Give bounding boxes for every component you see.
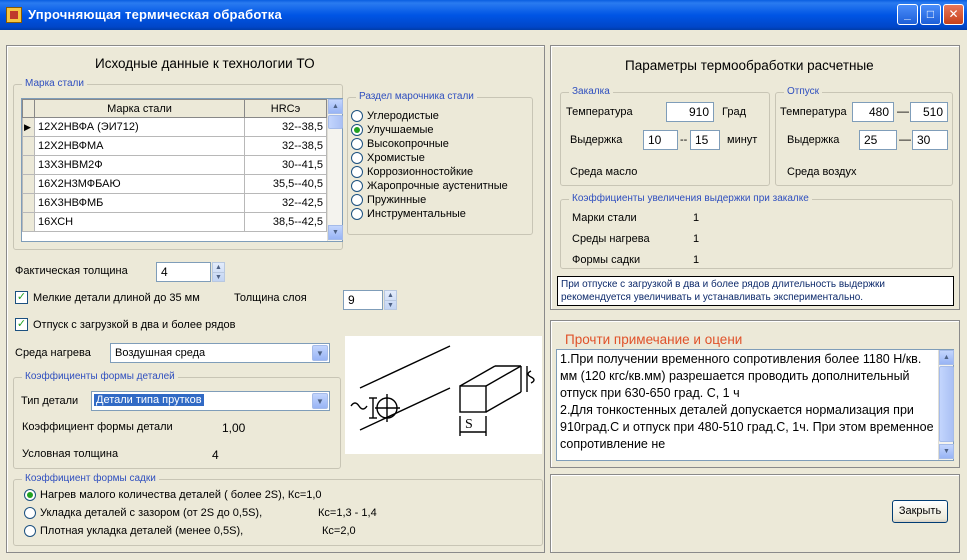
window-title: Упрочняющая термическая обработка [28, 7, 282, 22]
heating-medium-value: Воздушная среда [115, 347, 206, 359]
table-row[interactable] [23, 175, 327, 194]
load-label-gap[interactable]: Укладка деталей с зазором (от 2S до 0,5S), [40, 507, 263, 519]
section-label-corrosion[interactable]: Коррозионностойкие [367, 166, 474, 178]
conditional-thickness-value: 4 [212, 448, 219, 462]
grade-cell[interactable]: 12Х2НВФА (ЭИ712) [35, 118, 245, 137]
temper-temp-sep: — [897, 104, 909, 118]
load-kc-gap: Кс=1,3 - 1,4 [318, 507, 377, 519]
section-label-high-strength[interactable]: Высокопрочные [367, 138, 449, 150]
thickness-spinner[interactable]: ▲ ▼ [212, 262, 225, 282]
notes-text: 1.При получении временного сопротивления более 1180 Н/кв. мм (120 кгс/кв.мм) разрешается проводить дополнительный отпуск при 630-650 град. С, 1 ч 2.Для тонкостенных деталей допускается нормализация при 910град.С и отпуск при 480-510 град.С, 1ч. При этом временное сопротивление не [560, 352, 934, 451]
grade-cell[interactable]: 16Х3НВФМБ [35, 194, 245, 213]
hold-coef-legend: Коэффициенты увеличения выдержки при закалке [569, 193, 812, 204]
temper-temp-label: Температура [780, 106, 847, 118]
temper-legend: Отпуск [784, 86, 822, 97]
load-coef-legend: Коэффициент формы садки [22, 473, 159, 484]
section-label-tool[interactable]: Инструментальные [367, 208, 466, 220]
temper-hold-sep: — [899, 132, 911, 146]
section-label-heat-resistant[interactable]: Жаропрочные аустенитные [367, 180, 508, 192]
layer-thickness-input[interactable]: 9 [343, 290, 383, 310]
row-selector [23, 137, 35, 156]
section-radio-tool[interactable] [351, 208, 363, 220]
quench-hold-sep: -- [680, 134, 688, 146]
temper-temp-to[interactable]: 510 [910, 102, 948, 122]
steel-grade-legend: Марка стали [22, 78, 87, 89]
scroll-up-icon[interactable]: ▲ [328, 99, 343, 114]
hrc-cell[interactable]: 38,5--42,5 [245, 213, 327, 232]
coef-load-label: Формы садки [572, 254, 641, 266]
heating-medium-label: Среда нагрева [15, 347, 91, 359]
coef-steel-label: Марки стали [572, 212, 637, 224]
quench-hold-unit: минут [727, 134, 758, 146]
small-parts-label: Мелкие детали длиной до 35 мм [33, 292, 200, 304]
section-radio-chromium[interactable] [351, 152, 363, 164]
scroll-up-icon[interactable]: ▲ [939, 350, 954, 365]
temper-hold-to[interactable]: 30 [912, 130, 948, 150]
row-selector [23, 213, 35, 232]
load-radio-dense[interactable] [24, 525, 36, 537]
row-selector [23, 156, 35, 175]
temper-hold-label: Выдержка [787, 134, 840, 146]
shape-coef-label: Коэффициент формы детали [22, 421, 173, 433]
load-label-small[interactable]: Нагрев малого количества деталей ( более 2S), Кс=1,0 [40, 489, 322, 501]
section-radio-improvable[interactable] [351, 124, 363, 136]
tempering-hint: При отпуске с загрузкой в два и более рядов длительность выдержки рекомендуется увеличивать и устанавливать экспериментально. [557, 276, 954, 306]
steel-grade-table [22, 99, 327, 232]
col-header-hrc[interactable]: HRCэ [245, 100, 327, 118]
part-type-value: Детали типа прутков [96, 394, 202, 406]
hrc-cell[interactable]: 35,5--40,5 [245, 175, 327, 194]
calculated-params-heading: Параметры термообработки расчетные [625, 58, 874, 73]
coef-steel-value: 1 [693, 212, 700, 224]
section-radio-carbon[interactable] [351, 110, 363, 122]
quench-hold-label: Выдержка [570, 134, 623, 146]
scroll-down-icon[interactable]: ▼ [939, 444, 954, 459]
temper-medium: Среда воздух [787, 166, 857, 178]
section-radio-heat-resistant[interactable] [351, 180, 363, 192]
section-label-carbon[interactable]: Углеродистые [367, 110, 439, 122]
section-label-improvable[interactable]: Улучшаемые [367, 124, 434, 136]
grade-cell[interactable]: 16ХСН [35, 213, 245, 232]
quench-hold-to[interactable]: 15 [690, 130, 720, 150]
close-button[interactable]: Закрыть [892, 500, 948, 523]
notes-title: Прочти примечание и оцени [565, 332, 743, 347]
part-shape-diagram [345, 336, 542, 454]
section-label-chromium[interactable]: Хромистые [367, 152, 425, 164]
title-bar[interactable] [0, 0, 967, 30]
table-row[interactable] [23, 194, 327, 213]
quench-temp-label: Температура [566, 106, 633, 118]
table-row[interactable] [23, 156, 327, 175]
heating-medium-select[interactable] [110, 343, 330, 363]
section-radio-spring[interactable] [351, 194, 363, 206]
thickness-input[interactable]: 4 [156, 262, 211, 282]
row-selector [23, 194, 35, 213]
section-radio-corrosion[interactable] [351, 166, 363, 178]
table-row[interactable] [23, 118, 327, 137]
grade-cell[interactable]: 13Х3НВМ2Ф [35, 156, 245, 175]
shape-coef-legend: Коэффициенты формы деталей [22, 371, 178, 382]
row-selector [23, 175, 35, 194]
row-pointer-icon: ▶ [23, 118, 35, 137]
grade-cell[interactable]: 12Х2НВФМА [35, 137, 245, 156]
quench-temp-unit: Град [722, 106, 746, 118]
steel-grade-table-frame [21, 98, 343, 242]
quench-temp-field[interactable]: 910 [666, 102, 714, 122]
temper-hold-from[interactable]: 25 [859, 130, 897, 150]
scroll-thumb[interactable] [939, 366, 954, 442]
hrc-cell[interactable]: 30--41,5 [245, 156, 327, 175]
close-window-button[interactable]: ✕ [943, 4, 964, 25]
coef-medium-value: 1 [693, 233, 700, 245]
minimize-button[interactable]: _ [897, 4, 918, 25]
row-header-corner [23, 100, 35, 118]
coef-load-value: 1 [693, 254, 700, 266]
layer-thickness-label: Толщина слоя [234, 292, 307, 304]
quench-medium: Среда масло [570, 166, 638, 178]
quench-legend: Закалка [569, 86, 613, 97]
load-radio-gap[interactable] [24, 507, 36, 519]
hrc-cell[interactable]: 32--38,5 [245, 118, 327, 137]
col-header-grade[interactable]: Марка стали [35, 100, 245, 118]
grade-cell[interactable]: 16Х2Н3МФБАЮ [35, 175, 245, 194]
temper-temp-from[interactable]: 480 [852, 102, 894, 122]
section-label-spring[interactable]: Пружинные [367, 194, 427, 206]
small-parts-checkbox[interactable]: ✓ [16, 291, 27, 303]
table-row[interactable] [23, 137, 327, 156]
diagram-s-label: S [465, 417, 473, 432]
multi-row-tempering-checkbox[interactable]: ✓ [16, 318, 27, 330]
part-type-select[interactable] [91, 391, 330, 411]
layer-thickness-spinner[interactable]: ▲ ▼ [384, 290, 397, 310]
scroll-down-icon[interactable]: ▼ [328, 225, 343, 240]
coef-medium-label: Среды нагрева [572, 233, 650, 245]
table-scrollbar[interactable] [327, 99, 342, 241]
thickness-label: Фактическая толщина [15, 265, 128, 277]
shape-coef-value: 1,00 [222, 421, 246, 435]
chevron-down-icon[interactable]: ▼ [312, 393, 328, 409]
load-label-dense[interactable]: Плотная укладка деталей (менее 0,5S), [40, 525, 244, 537]
section-radio-high-strength[interactable] [351, 138, 363, 150]
notes-box[interactable] [556, 349, 954, 461]
chevron-down-icon[interactable]: ▼ [312, 345, 328, 361]
source-data-heading: Исходные данные к технологии ТО [95, 56, 315, 71]
maximize-button[interactable]: □ [920, 4, 941, 25]
hrc-cell[interactable]: 32--42,5 [245, 194, 327, 213]
part-type-label: Тип детали [21, 395, 79, 407]
rod-sketch-icon [345, 336, 542, 454]
steel-section-legend: Раздел марочника стали [356, 91, 477, 102]
hrc-cell[interactable]: 32--38,5 [245, 137, 327, 156]
multi-row-tempering-label: Отпуск с загрузкой в два и более рядов [33, 319, 236, 331]
quench-hold-from[interactable]: 10 [643, 130, 678, 150]
scroll-thumb[interactable] [328, 115, 343, 129]
table-row[interactable] [23, 213, 327, 232]
load-kc-dense: Кс=2,0 [322, 525, 356, 537]
app-icon [6, 7, 22, 23]
conditional-thickness-label: Условная толщина [22, 448, 119, 460]
load-radio-small[interactable] [24, 489, 36, 501]
notes-scrollbar[interactable] [938, 350, 953, 460]
